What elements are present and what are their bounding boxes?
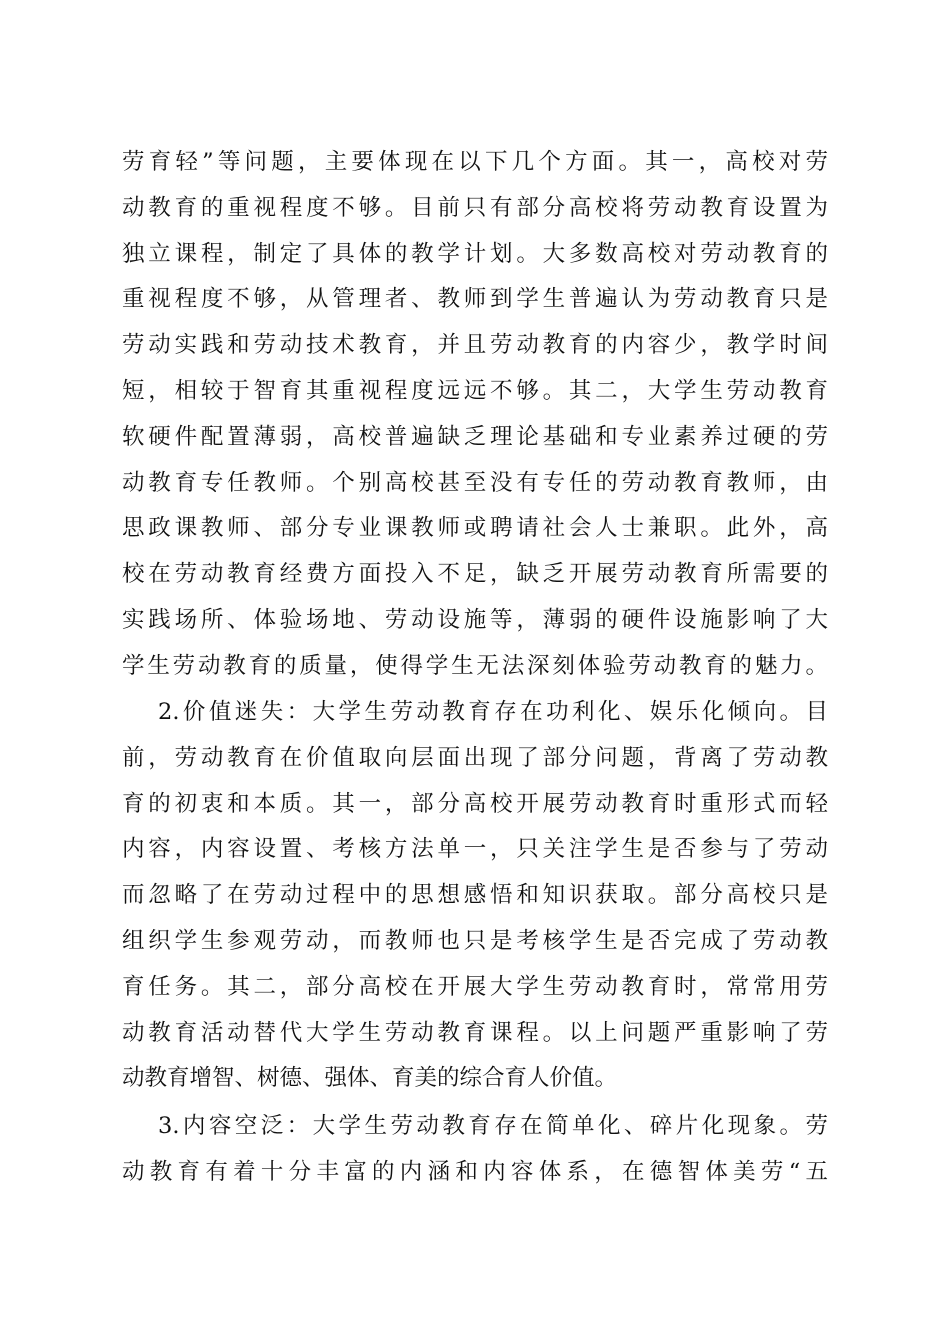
text-line: 学生劳动教育的质量，使得学生无法深刻体验劳动教育的魅力。 [122, 652, 828, 679]
text-line: 动教育增智、树德、强体、育美的综合育人价值。 [122, 1065, 618, 1092]
text-line: 短，相较于智育其重视程度远远不够。其二，大学生劳动教育 [122, 377, 828, 404]
text-line: 前，劳动教育在价值取向层面出现了部分问题，背离了劳动教 [122, 744, 828, 771]
text-line: 软硬件配置薄弱，高校普遍缺乏理论基础和专业素养过硬的劳 [122, 423, 828, 450]
paragraph-1 [122, 140, 828, 690]
text-line: 动教育有着十分丰富的内涵和内容体系，在德智体美劳“五 [122, 1158, 828, 1185]
text-line: 劳动实践和劳动技术教育，并且劳动教育的内容少，教学时间 [122, 332, 828, 359]
text-line: 3.内容空泛：大学生劳动教育存在简单化、碎片化现象。劳 [158, 1113, 828, 1139]
text-line: 动教育专任教师。个别高校甚至没有专任的劳动教育教师，由 [122, 469, 828, 496]
text-line: 动教育的重视程度不够。目前只有部分高校将劳动教育设置为 [122, 194, 828, 221]
paragraph-2 [122, 690, 828, 1102]
text-line: 独立课程，制定了具体的教学计划。大多数高校对劳动教育的 [122, 240, 828, 267]
text-line: 内容，内容设置、考核方法单一，只关注学生是否参与了劳动 [122, 836, 828, 863]
text-line: 思政课教师、部分专业课教师或聘请社会人士兼职。此外，高 [122, 515, 828, 542]
text-line: 重视程度不够，从管理者、教师到学生普遍认为劳动教育只是 [122, 286, 828, 313]
text-line: 2.价值迷失：大学生劳动教育存在功利化、娱乐化倾向。目 [158, 699, 828, 725]
text-line: 育的初衷和本质。其一，部分高校开展劳动教育时重形式而轻 [122, 790, 828, 817]
text-line: 育任务。其二，部分高校在开展大学生劳动教育时，常常用劳 [122, 973, 828, 1000]
paragraph-3 [122, 1104, 828, 1196]
text-line: 实践场所、体验场地、劳动设施等，薄弱的硬件设施影响了大 [122, 606, 828, 633]
text-line: 动教育活动替代大学生劳动教育课程。以上问题严重影响了劳 [122, 1019, 828, 1046]
text-line: 组织学生参观劳动，而教师也只是考核学生是否完成了劳动教 [122, 927, 828, 954]
text-line: 校在劳动教育经费方面投入不足，缺乏开展劳动教育所需要的 [122, 561, 828, 588]
text-line: 劳育轻”等问题，主要体现在以下几个方面。其一，高校对劳 [122, 149, 828, 175]
text-line: 而忽略了在劳动过程中的思想感悟和知识获取。部分高校只是 [122, 882, 828, 909]
